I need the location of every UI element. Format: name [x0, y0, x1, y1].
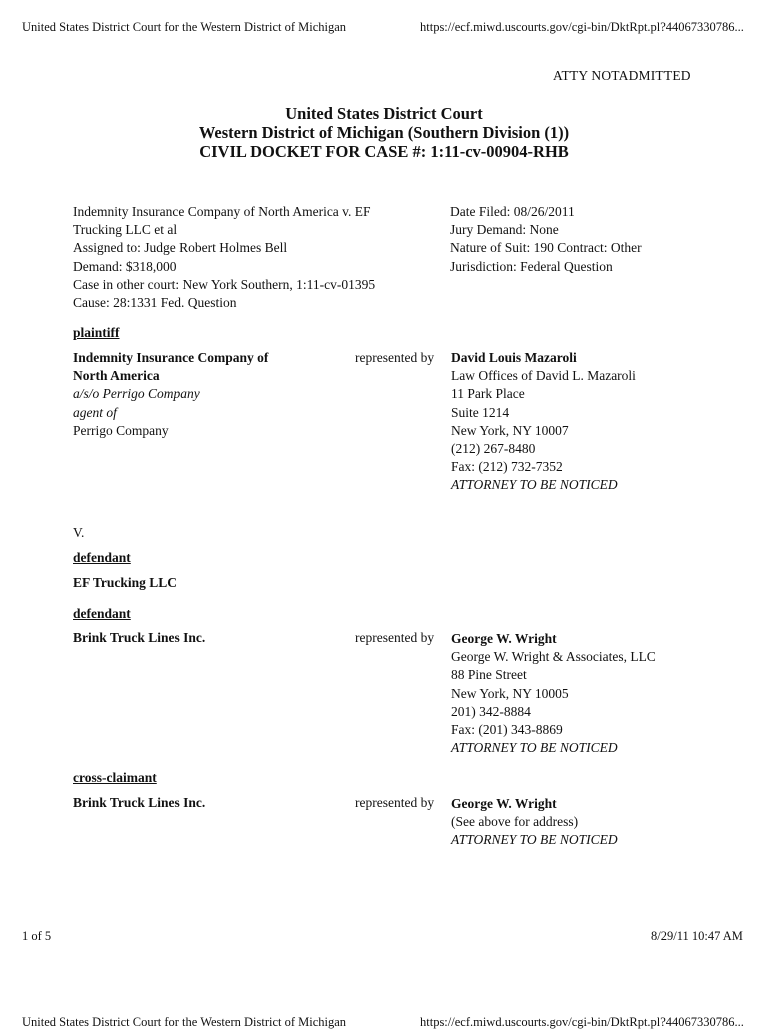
case-info-right [450, 203, 642, 276]
court-name: United States District Court [285, 104, 483, 123]
versus: V. [73, 525, 85, 540]
defendant2-attorney-notice: ATTORNEY TO BE NOTICED [451, 740, 618, 756]
plaintiff-agent: Perrigo Company [73, 422, 169, 438]
cross-claimant-attorney [451, 795, 618, 850]
cause: Cause: 28:1331 Fed. Question [73, 295, 237, 311]
cross-claimant-role-label: cross-claimant [73, 770, 157, 785]
plaintiff-represented-by: represented by [355, 350, 435, 365]
defendant2-attorney-name: George W. Wright [451, 631, 557, 646]
print-timestamp: 8/29/11 10:47 AM [651, 929, 743, 943]
case-caption-line1: Indemnity Insurance Company of North America v. EF [73, 204, 371, 219]
nature-of-suit: Nature of Suit: 190 Contract: Other [450, 240, 642, 256]
next-page-header-url[interactable]: https://ecf.miwd.uscourts.gov/cgi-bin/DktRpt.pl?44067330786... [420, 1015, 744, 1029]
defendant2-attorney-firm: George W. Wright & Associates, LLC [451, 649, 656, 665]
print-header-title: United States District Court for the Western District of Michigan [22, 20, 347, 34]
defendant2-name: Brink Truck Lines Inc. [73, 630, 206, 645]
district-division: Western District of Michigan (Southern Division (1)) [198, 123, 570, 142]
cross-claimant-name: Brink Truck Lines Inc. [73, 795, 206, 810]
plaintiff-party [73, 349, 268, 440]
other-court: Case in other court: New York Southern, 1:11-cv-01395 [73, 276, 376, 292]
case-caption-line2: Trucking LLC et al [73, 222, 178, 238]
page-number: 1 of 5 [22, 929, 52, 943]
defendant2-attorney-fax: Fax: (201) 343-8869 [451, 722, 563, 738]
defendant2-attorney-street: 88 Pine Street [451, 667, 527, 683]
cross-claimant-address-note: (See above for address) [451, 814, 579, 830]
plaintiff-attorney-name: David Louis Mazaroli [451, 350, 577, 365]
plaintiff-aka: a/s/o Perrigo Company [73, 386, 200, 402]
case-number-title: CIVIL DOCKET FOR CASE #: 1:11-cv-00904-RHB [199, 142, 569, 161]
plaintiff-attorney-fax: Fax: (212) 732-7352 [451, 459, 563, 475]
plaintiff-attorney [451, 349, 636, 495]
defendant2-attorney [451, 630, 656, 757]
date-filed: Date Filed: 08/26/2011 [450, 204, 575, 219]
cross-claimant-represented-by: represented by [355, 795, 435, 810]
defendant2-attorney-city: New York, NY 10005 [451, 685, 569, 701]
defendant2-attorney-phone: 201) 342-8884 [451, 703, 531, 719]
case-info-left [73, 203, 375, 312]
defendant1-name: EF Trucking LLC [73, 575, 178, 590]
plaintiff-role-label: plaintiff [73, 325, 120, 340]
cross-claimant-attorney-name: George W. Wright [451, 796, 557, 811]
plaintiff-agent-label: agent of [73, 404, 117, 420]
next-page-header-title: United States District Court for the Western District of Michigan [22, 1015, 347, 1029]
plaintiff-attorney-firm: Law Offices of David L. Mazaroli [451, 368, 636, 384]
plaintiff-attorney-suite: Suite 1214 [451, 404, 510, 420]
jury-demand: Jury Demand: None [450, 222, 559, 238]
defendant2-represented-by: represented by [355, 630, 435, 645]
plaintiff-name-line2: North America [73, 368, 160, 384]
assigned-judge: Assigned to: Judge Robert Holmes Bell [73, 240, 288, 256]
print-header-url[interactable]: https://ecf.miwd.uscourts.gov/cgi-bin/DktRpt.pl?44067330786... [420, 20, 744, 34]
plaintiff-attorney-street: 11 Park Place [451, 386, 525, 402]
plaintiff-attorney-phone: (212) 267-8480 [451, 441, 536, 457]
defendant1-role-label: defendant [73, 550, 131, 565]
jurisdiction: Jurisdiction: Federal Question [450, 258, 613, 274]
cross-claimant-attorney-notice: ATTORNEY TO BE NOTICED [451, 832, 618, 848]
atty-not-admitted-flag: ATTY NOTADMITTED [553, 68, 691, 83]
plaintiff-attorney-city: New York, NY 10007 [451, 422, 569, 438]
plaintiff-name-line1: Indemnity Insurance Company of [73, 350, 269, 365]
plaintiff-attorney-notice: ATTORNEY TO BE NOTICED [451, 477, 618, 493]
demand: Demand: $318,000 [73, 258, 177, 274]
defendant2-role-label: defendant [73, 606, 131, 621]
